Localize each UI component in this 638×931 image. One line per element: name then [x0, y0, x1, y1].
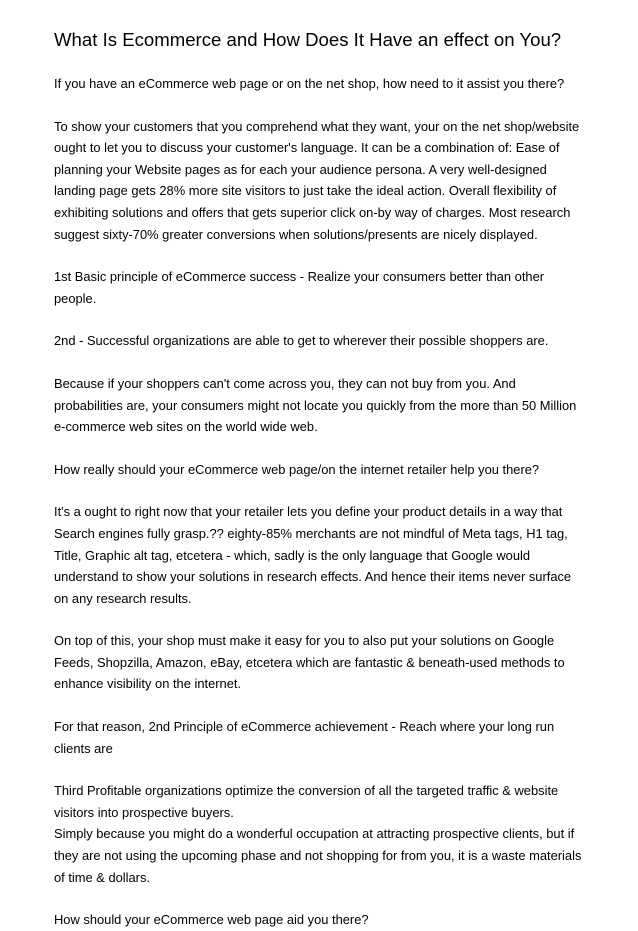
paragraph-retailer-help-question: How really should your eCommerce web page/on the internet retailer help you there?: [54, 461, 540, 477]
paragraph-reach-clients: For that reason, 2nd Principle of eCommerce achievement - Reach where your long run clients are: [54, 719, 555, 756]
paragraph-first-principle: 1st Basic principle of eCommerce success - Realize your consumers better than other people.: [54, 269, 545, 306]
paragraph-search-engines: It's a ought to right now that your retailer lets you define your product details in a way that Search engines fully grasp.?? eighty-85% merchants are not mindful of Meta tags, H1 tag, Title, Graphic alt tag, etcetera - which, sadly is the only language that Google would understand to show your solutions in research effects. And hence their items never surface on any research results.: [54, 504, 572, 606]
paragraph-google-feeds: On top of this, your shop must make it easy for you to also put your solutions on Google Feeds, Shopzilla, Amazon, eBay, etcetera which are fantastic & beneath-used methods to enhance visibility on the internet.: [54, 633, 565, 692]
paragraph-final-question: How should your eCommerce web page aid you there?: [54, 912, 369, 928]
paragraph-conversion-waste: Simply because you might do a wonderful occupation at attracting prospective clients, but if they are not using the upcoming phase and not shopping for from you, it is a waste materials of time & dollars.: [54, 826, 582, 885]
paragraph-shoppers-find: Because if your shoppers can't come across you, they can not buy from you. And probabilities are, your consumers might not locate you quickly from the more than 50 Million e-commerce web sites on the world wide web.: [54, 375, 577, 435]
paragraph-third-principle: Third Profitable organizations optimize the conversion of all the targeted traffic & website visitors into prospective buyers.: [54, 783, 559, 820]
document-title: What Is Ecommerce and How Does It Have an effect on You?: [54, 29, 562, 50]
paragraph-second-principle: 2nd - Successful organizations are able to get to wherever their possible shoppers are.: [54, 333, 549, 349]
document-body: [54, 73, 588, 931]
paragraph-customer-language: To show your customers that you comprehend what they want, your on the net shop/website ought to let you to discuss your customer's language. It can be a combination of: Ease of planning your Website pages as for each your audience persona. A very well-designed landing page gets 28% more site visitors to just take the ideal action. Overall flexibility of exhibiting solutions and offers that gets superior click on-by way of charges. Most research suggest sixty-70% greater conversions when solutions/presents are nicely displayed.: [54, 118, 580, 242]
paragraph-intro-question: If you have an eCommerce web page or on the net shop, how need to it assist you there?: [54, 76, 565, 91]
